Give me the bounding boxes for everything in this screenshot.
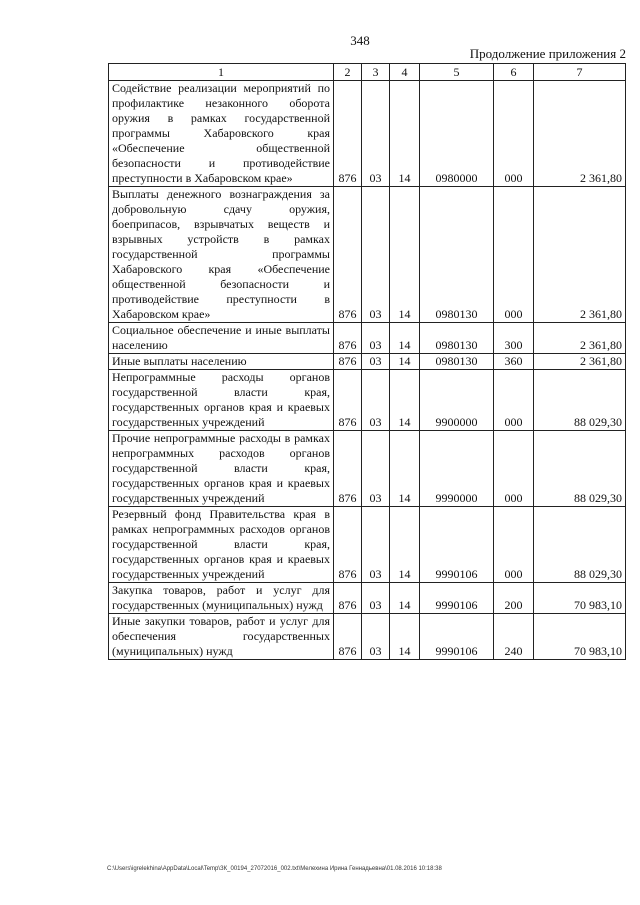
cell-subsection: 14 — [390, 354, 420, 370]
column-header: 5 — [420, 64, 494, 81]
row-description: Закупка товаров, работ и услуг для государственных (муниципальных) нужд — [109, 583, 334, 614]
cell-expense-type: 300 — [494, 323, 534, 354]
table-row — [109, 187, 626, 323]
cell-amount: 88 029,30 — [534, 370, 626, 431]
cell-ministry-code: 876 — [334, 81, 362, 187]
cell-target-article: 9990000 — [420, 431, 494, 507]
cell-ministry-code: 876 — [334, 323, 362, 354]
column-header: 3 — [362, 64, 390, 81]
cell-target-article: 0980130 — [420, 323, 494, 354]
cell-ministry-code: 876 — [334, 583, 362, 614]
cell-subsection: 14 — [390, 323, 420, 354]
cell-section: 03 — [362, 370, 390, 431]
file-path-footer: C:\Users\igrelekhina\AppData\Local\Temp\ЗК_00194_27072016_002.txt\Мелехина Ирина Геннадьевна\01.08.2016 10:18:38 — [107, 866, 442, 872]
cell-ministry-code: 876 — [334, 187, 362, 323]
cell-ministry-code: 876 — [334, 354, 362, 370]
column-header: 4 — [390, 64, 420, 81]
cell-target-article: 0980130 — [420, 187, 494, 323]
cell-target-article: 9990106 — [420, 614, 494, 660]
column-header: 1 — [109, 64, 334, 81]
column-header: 2 — [334, 64, 362, 81]
cell-subsection: 14 — [390, 81, 420, 187]
cell-amount: 88 029,30 — [534, 507, 626, 583]
table-row — [109, 507, 626, 583]
cell-expense-type: 200 — [494, 583, 534, 614]
column-header: 7 — [534, 64, 626, 81]
cell-expense-type: 240 — [494, 614, 534, 660]
cell-section: 03 — [362, 507, 390, 583]
cell-expense-type: 000 — [494, 431, 534, 507]
cell-ministry-code: 876 — [334, 370, 362, 431]
table-row — [109, 583, 626, 614]
table-header-row — [109, 64, 626, 81]
cell-amount: 70 983,10 — [534, 583, 626, 614]
table-row — [109, 354, 626, 370]
budget-table — [108, 63, 626, 660]
cell-amount: 70 983,10 — [534, 614, 626, 660]
cell-target-article: 9990106 — [420, 583, 494, 614]
row-description: Социальное обеспечение и иные выплаты населению — [109, 323, 334, 354]
cell-subsection: 14 — [390, 370, 420, 431]
cell-section: 03 — [362, 614, 390, 660]
cell-expense-type: 000 — [494, 370, 534, 431]
cell-amount: 88 029,30 — [534, 431, 626, 507]
page-number: 348 — [350, 33, 370, 48]
cell-amount: 2 361,80 — [534, 81, 626, 187]
cell-ministry-code: 876 — [334, 507, 362, 583]
cell-amount: 2 361,80 — [534, 354, 626, 370]
cell-ministry-code: 876 — [334, 614, 362, 660]
cell-subsection: 14 — [390, 187, 420, 323]
cell-target-article: 9990106 — [420, 507, 494, 583]
table-row — [109, 370, 626, 431]
table-row — [109, 431, 626, 507]
row-description: Иные выплаты населению — [109, 354, 334, 370]
cell-amount: 2 361,80 — [534, 323, 626, 354]
cell-subsection: 14 — [390, 507, 420, 583]
cell-section: 03 — [362, 354, 390, 370]
cell-subsection: 14 — [390, 614, 420, 660]
table-row — [109, 614, 626, 660]
row-description: Иные закупки товаров, работ и услуг для обеспечения государственных (муниципальных) нужд — [109, 614, 334, 660]
column-header: 6 — [494, 64, 534, 81]
cell-section: 03 — [362, 81, 390, 187]
cell-expense-type: 360 — [494, 354, 534, 370]
cell-subsection: 14 — [390, 431, 420, 507]
row-description: Выплаты денежного вознаграждения за добровольную сдачу оружия, боеприпасов, взрывчатых веществ и взрывных устройств в рамках государственной программы Хабаровского края «Обеспечение общественной безопасности и противодействие преступности в Хабаровском крае» — [109, 187, 334, 323]
cell-expense-type: 000 — [494, 507, 534, 583]
cell-section: 03 — [362, 583, 390, 614]
cell-section: 03 — [362, 187, 390, 323]
cell-subsection: 14 — [390, 583, 420, 614]
row-description: Непрограммные расходы органов государственной власти края, государственных органов края и краевых государственных учреждений — [109, 370, 334, 431]
cell-target-article: 9900000 — [420, 370, 494, 431]
cell-target-article: 0980130 — [420, 354, 494, 370]
row-description: Резервный фонд Правительства края в рамках непрограммных расходов органов государственной власти края, государственных органов края и краевых государственных учреждений — [109, 507, 334, 583]
row-description: Прочие непрограммные расходы в рамках непрограммных расходов органов государственной власти края, государственных органов края и краевых государственных учреждений — [109, 431, 334, 507]
cell-expense-type: 000 — [494, 187, 534, 323]
row-description: Содействие реализации мероприятий по профилактике незаконного оборота оружия в рамках государственной программы Хабаровского края «Обеспечение общественной безопасности и противодействие преступности в Хабаровском крае» — [109, 81, 334, 187]
table-row — [109, 323, 626, 354]
table-row — [109, 81, 626, 187]
cell-section: 03 — [362, 323, 390, 354]
cell-amount: 2 361,80 — [534, 187, 626, 323]
cell-target-article: 0980000 — [420, 81, 494, 187]
continuation-note: Продолжение приложения 2 — [469, 46, 626, 61]
cell-section: 03 — [362, 431, 390, 507]
cell-ministry-code: 876 — [334, 431, 362, 507]
cell-expense-type: 000 — [494, 81, 534, 187]
